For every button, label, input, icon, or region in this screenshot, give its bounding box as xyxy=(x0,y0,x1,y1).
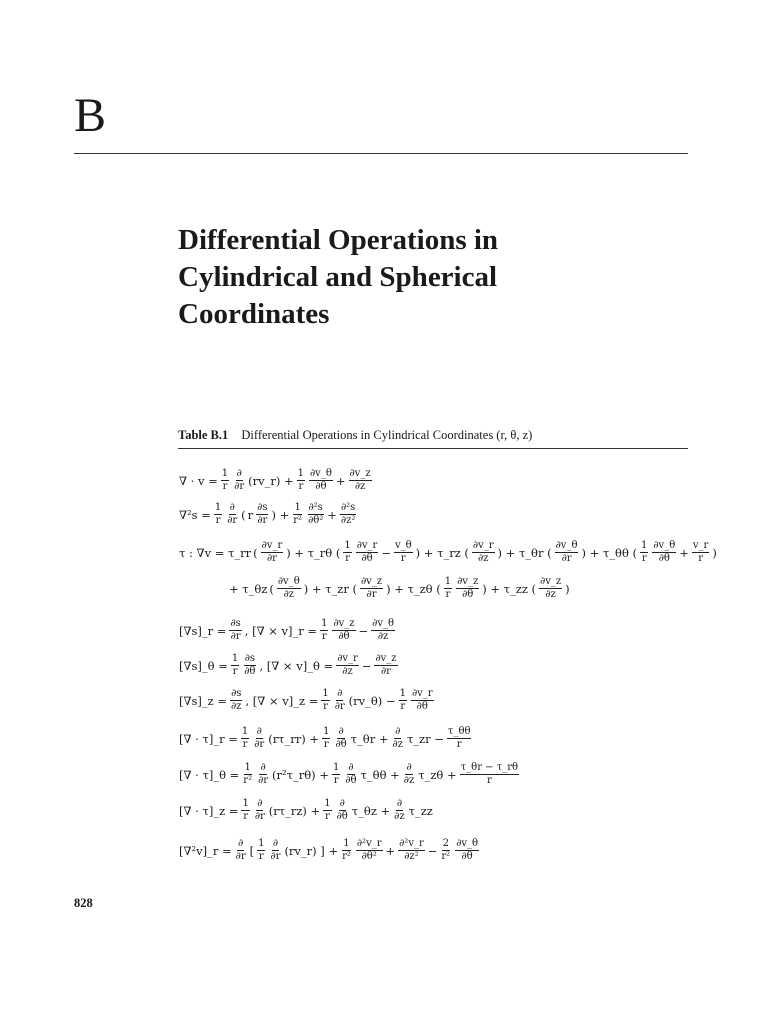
numerator: ∂v_θ xyxy=(555,540,578,551)
table-rule xyxy=(178,448,688,449)
fraction xyxy=(306,502,325,527)
numerator: 1 xyxy=(321,618,328,629)
numerator: 1 xyxy=(214,502,222,513)
numerator: 1 xyxy=(399,688,406,699)
equation-lhs: [∇s]_θ = xyxy=(179,658,228,673)
fraction xyxy=(241,762,254,787)
numerator: ∂²v_r xyxy=(399,838,424,849)
equation-row xyxy=(178,653,400,678)
numerator: ∂s xyxy=(230,618,241,629)
denominator: ∂z xyxy=(283,589,295,600)
denominator: r² xyxy=(293,515,303,526)
fraction xyxy=(398,688,408,713)
numerator: ∂ xyxy=(236,468,242,479)
denominator: ∂r xyxy=(235,851,246,862)
chapter-title-line: Coordinates xyxy=(178,298,330,330)
numerator: ∂ xyxy=(395,726,401,737)
denominator: ∂z xyxy=(377,631,389,642)
numerator: 1 xyxy=(241,726,249,737)
fraction xyxy=(291,502,304,527)
fraction xyxy=(651,540,677,565)
numerator: ∂v_z xyxy=(360,576,383,587)
fraction xyxy=(225,502,239,527)
numerator: ∂ xyxy=(348,762,354,773)
equation-term: τ_zz xyxy=(408,803,433,818)
denominator: r xyxy=(641,553,647,564)
equation-row xyxy=(178,688,436,713)
denominator: r xyxy=(400,553,406,564)
numerator: τ_θθ xyxy=(447,726,471,737)
fraction xyxy=(373,653,398,678)
fraction xyxy=(339,502,357,527)
numerator: 1 xyxy=(323,726,330,737)
fraction xyxy=(359,576,384,601)
fraction xyxy=(393,540,414,565)
denominator: ∂z xyxy=(392,739,403,750)
equation-row xyxy=(178,838,481,863)
numerator: ∂v_r xyxy=(411,688,433,699)
equation-term: − xyxy=(427,843,438,858)
denominator: r xyxy=(400,701,406,712)
fraction xyxy=(234,838,248,863)
fraction xyxy=(370,618,396,643)
numerator: ∂v_θ xyxy=(653,540,676,551)
fraction xyxy=(320,688,330,713)
fraction xyxy=(268,838,282,863)
numerator: ∂v_θ xyxy=(277,576,300,587)
denominator: ∂θ xyxy=(335,739,347,750)
denominator: r xyxy=(232,666,238,677)
numerator: ∂ xyxy=(338,726,344,737)
fraction xyxy=(296,468,306,493)
equation-term: τ_θz + xyxy=(351,803,391,818)
equation-term: + xyxy=(335,473,346,488)
equation-term: (rτ_rr) + xyxy=(268,731,320,746)
denominator: ∂θ xyxy=(345,775,357,786)
equation-row xyxy=(178,468,374,493)
denominator: r xyxy=(698,553,703,564)
denominator: ∂r xyxy=(561,553,572,564)
numerator: ∂v_z xyxy=(375,653,397,664)
denominator: ∂θ xyxy=(315,481,327,492)
numerator: ∂v_θ xyxy=(372,618,395,629)
fraction xyxy=(252,726,266,751)
equation-term: (rv_θ) − xyxy=(348,693,396,708)
equation-term: ( xyxy=(241,507,246,522)
fraction xyxy=(554,540,580,565)
equation-term: (rτ_rz) + xyxy=(268,803,321,818)
fraction xyxy=(348,468,373,493)
equation-term: (rv_r) ] + xyxy=(284,843,339,858)
denominator: ∂θ xyxy=(361,553,373,564)
numerator: ∂ xyxy=(257,798,263,809)
equation-term: ) + τ_θθ ( xyxy=(581,545,638,560)
fraction xyxy=(639,540,649,565)
table-label: Table B.1 xyxy=(178,428,229,442)
denominator: r xyxy=(456,739,462,750)
fraction xyxy=(256,838,266,863)
fraction xyxy=(454,838,480,863)
equation-term: ) + τ_zθ ( xyxy=(386,581,441,596)
denominator: ∂r xyxy=(334,701,345,712)
numerator: 1 xyxy=(231,653,239,664)
denominator: r xyxy=(258,851,264,862)
equation-term: ) + τ_zr ( xyxy=(303,581,357,596)
denominator: ∂r xyxy=(270,851,281,862)
equation-term: τ_zr − xyxy=(406,731,444,746)
numerator: ∂v_r xyxy=(337,653,358,664)
chapter-title-line: Differential Operations in xyxy=(178,224,499,256)
numerator: 1 xyxy=(343,838,350,849)
denominator: r xyxy=(325,811,330,822)
denominator: r² xyxy=(441,851,451,862)
equation-row xyxy=(228,576,571,601)
fraction xyxy=(342,540,352,565)
equation-lhs: [∇ · τ]_θ = xyxy=(179,767,240,782)
chapter-title-line: Cylindrical and Spherical xyxy=(178,261,498,293)
equation-lhs: [∇ · τ]_z = xyxy=(179,803,239,818)
numerator: ∂s xyxy=(257,502,268,513)
equation-lhs: ∇²s = xyxy=(179,507,211,522)
equation-term: [ xyxy=(249,843,255,858)
denominator: r xyxy=(323,739,329,750)
equation-term: − xyxy=(381,545,391,560)
denominator: ∂z xyxy=(354,481,366,492)
denominator: ∂r xyxy=(230,631,241,642)
fraction xyxy=(455,576,480,601)
fraction xyxy=(538,576,563,601)
denominator: r xyxy=(333,775,339,786)
fraction xyxy=(691,540,710,565)
numerator: 1 xyxy=(244,762,251,773)
equation-term: ) + τ_θr ( xyxy=(497,545,552,560)
fraction xyxy=(308,468,334,493)
denominator: r xyxy=(215,515,221,526)
denominator: ∂θ xyxy=(416,701,428,712)
denominator: ∂θ xyxy=(658,553,670,564)
equation-term: ) xyxy=(565,581,570,596)
numerator: 1 xyxy=(297,468,305,479)
numerator: ∂s xyxy=(231,688,242,699)
equation-row xyxy=(178,798,434,823)
equation-term: τ_θθ + xyxy=(360,767,400,782)
denominator: r xyxy=(445,589,451,600)
equation-term: + xyxy=(679,545,689,560)
numerator: 1 xyxy=(294,502,301,513)
equation-term: ) + τ_rz ( xyxy=(415,545,469,560)
equation-term: τ_zθ + xyxy=(418,767,457,782)
fraction xyxy=(397,838,426,863)
denominator: ∂r xyxy=(257,515,268,526)
page-number: 828 xyxy=(74,896,93,910)
denominator: ∂z xyxy=(394,811,405,822)
equation-row xyxy=(178,502,358,527)
equation-term: (rv_r) + xyxy=(248,473,294,488)
numerator: 1 xyxy=(332,762,340,773)
fraction xyxy=(392,798,406,823)
fraction xyxy=(439,838,452,863)
numerator: ∂ xyxy=(272,838,279,849)
numerator: 1 xyxy=(258,838,265,849)
denominator: ∂θ xyxy=(462,589,474,600)
numerator: 1 xyxy=(641,540,648,551)
fraction xyxy=(213,502,223,527)
numerator: ∂²s xyxy=(340,502,356,513)
equation-row xyxy=(178,618,397,643)
denominator: ∂θ xyxy=(338,631,350,642)
fraction xyxy=(242,653,257,678)
numerator: v_r xyxy=(692,540,709,551)
numerator: 2 xyxy=(442,838,449,849)
fraction xyxy=(335,653,360,678)
numerator: 1 xyxy=(322,688,329,699)
fraction xyxy=(355,540,380,565)
denominator: ∂z² xyxy=(340,515,356,526)
denominator: ∂r xyxy=(266,553,277,564)
numerator: ∂ xyxy=(406,762,412,773)
fraction xyxy=(471,540,496,565)
numerator: 1 xyxy=(242,798,249,809)
denominator: r xyxy=(298,481,304,492)
numerator: ∂ xyxy=(256,726,262,737)
numerator: ∂²v_r xyxy=(356,838,382,849)
denominator: r xyxy=(222,481,228,492)
denominator: ∂r xyxy=(366,589,377,600)
denominator: r² xyxy=(342,851,351,862)
denominator: ∂r xyxy=(234,481,245,492)
equation-term: , [∇ × v]_θ = xyxy=(259,658,334,673)
equation-term: ) + τ_rθ ( xyxy=(286,545,341,560)
fraction xyxy=(343,762,358,787)
equation-term: τ_θr + xyxy=(350,731,389,746)
fraction xyxy=(443,576,453,601)
denominator: ∂θ xyxy=(336,811,348,822)
fraction xyxy=(340,838,353,863)
denominator: ∂θ² xyxy=(361,851,377,862)
numerator: ∂v_r xyxy=(356,540,378,551)
denominator: r xyxy=(243,811,249,822)
chapter-title xyxy=(178,222,658,333)
numerator: ∂s xyxy=(244,653,255,664)
fraction xyxy=(276,576,302,601)
equation-term: ) + τ_zz ( xyxy=(482,581,537,596)
denominator: ∂r xyxy=(381,666,391,677)
numerator: ∂ xyxy=(339,798,345,809)
table-caption xyxy=(178,428,532,443)
fraction xyxy=(321,726,331,751)
numerator: ∂v_r xyxy=(472,540,494,551)
fraction xyxy=(333,688,347,713)
denominator: r xyxy=(323,701,328,712)
equation-lhs: ∇ · v = xyxy=(179,473,218,488)
numerator: τ_θr − τ_rθ xyxy=(460,762,519,773)
denominator: r xyxy=(242,739,248,750)
numerator: ∂v_z xyxy=(457,576,479,587)
equation-lhs: + τ_θz xyxy=(229,581,268,596)
numerator: ∂v_z xyxy=(349,468,371,479)
denominator: ∂r xyxy=(258,775,269,786)
equation-term: ) + xyxy=(271,507,290,522)
denominator: ∂z xyxy=(545,589,556,600)
numerator: ∂²s xyxy=(308,502,323,513)
equation-term: ) xyxy=(712,545,717,560)
fraction xyxy=(446,726,473,751)
numerator: ∂v_θ xyxy=(456,838,479,849)
fraction xyxy=(230,653,240,678)
denominator: ∂r xyxy=(254,811,265,822)
equation-term: r xyxy=(247,507,254,522)
fraction xyxy=(333,726,348,751)
numerator: ∂v_θ xyxy=(310,468,332,479)
fraction xyxy=(256,762,270,787)
fraction xyxy=(228,618,242,643)
fraction xyxy=(240,726,250,751)
equation-term: − xyxy=(361,658,372,673)
numerator: ∂ xyxy=(396,798,402,809)
table-caption-text: Differential Operations in Cylindrical Coordinates (r, θ, z) xyxy=(241,428,533,442)
numerator: 1 xyxy=(324,798,331,809)
denominator: ∂θ xyxy=(244,666,256,677)
numerator: ∂ xyxy=(229,502,235,513)
equation-term: + xyxy=(327,507,337,522)
fraction xyxy=(459,762,520,787)
equation-row xyxy=(178,762,521,787)
numerator: 1 xyxy=(221,468,229,479)
equation-row xyxy=(178,540,718,565)
denominator: ∂r xyxy=(254,739,265,750)
equation-term: (r²τ_rθ) + xyxy=(272,767,329,782)
denominator: r xyxy=(321,631,327,642)
denominator: ∂z xyxy=(231,701,242,712)
fraction xyxy=(331,618,356,643)
denominator: r² xyxy=(243,775,253,786)
numerator: ∂ xyxy=(238,838,244,849)
fraction xyxy=(260,540,285,565)
numerator: ∂v_r xyxy=(261,540,283,551)
denominator: ∂θ² xyxy=(308,515,324,526)
equation-lhs: τ : ∇v = τ_rr xyxy=(179,545,252,560)
numerator: ∂v_z xyxy=(333,618,355,629)
fraction xyxy=(390,726,404,751)
denominator: ∂r xyxy=(227,515,238,526)
denominator: r xyxy=(345,553,350,564)
top-rule xyxy=(74,153,688,154)
equation-term: − xyxy=(358,623,369,638)
fraction xyxy=(402,762,416,787)
numerator: 1 xyxy=(344,540,351,551)
denominator: ∂z xyxy=(403,775,415,786)
denominator: ∂z xyxy=(477,553,489,564)
denominator: ∂θ xyxy=(461,851,473,862)
numerator: ∂ xyxy=(337,688,343,699)
equation-lhs: [∇s]_z = xyxy=(179,693,228,708)
numerator: ∂ xyxy=(260,762,266,773)
numerator: v_θ xyxy=(394,540,412,551)
fraction xyxy=(331,762,341,787)
fraction xyxy=(335,798,350,823)
fraction xyxy=(255,502,269,527)
equation-term: ( xyxy=(269,581,274,596)
fraction xyxy=(232,468,246,493)
fraction xyxy=(253,798,267,823)
fraction xyxy=(319,618,329,643)
fraction xyxy=(322,798,332,823)
equation-row xyxy=(178,726,473,751)
equation-lhs: [∇ · τ]_r = xyxy=(179,731,238,746)
numerator: ∂v_z xyxy=(540,576,562,587)
equation-term: + xyxy=(385,843,396,858)
denominator: ∂z xyxy=(342,666,353,677)
appendix-letter: B xyxy=(74,89,107,142)
denominator: ∂z² xyxy=(404,851,419,862)
denominator: r xyxy=(486,775,492,786)
equation-lhs: [∇²v]_r = xyxy=(179,843,232,858)
equation-term: ( xyxy=(253,545,258,560)
numerator: 1 xyxy=(444,576,452,587)
fraction xyxy=(229,688,243,713)
fraction xyxy=(410,688,435,713)
fraction xyxy=(240,798,250,823)
fraction xyxy=(355,838,384,863)
equation-term: , [∇ × v]_z = xyxy=(245,693,319,708)
fraction xyxy=(220,468,230,493)
equation-term: , [∇ × v]_r = xyxy=(244,623,318,638)
equation-lhs: [∇s]_r = xyxy=(179,623,227,638)
